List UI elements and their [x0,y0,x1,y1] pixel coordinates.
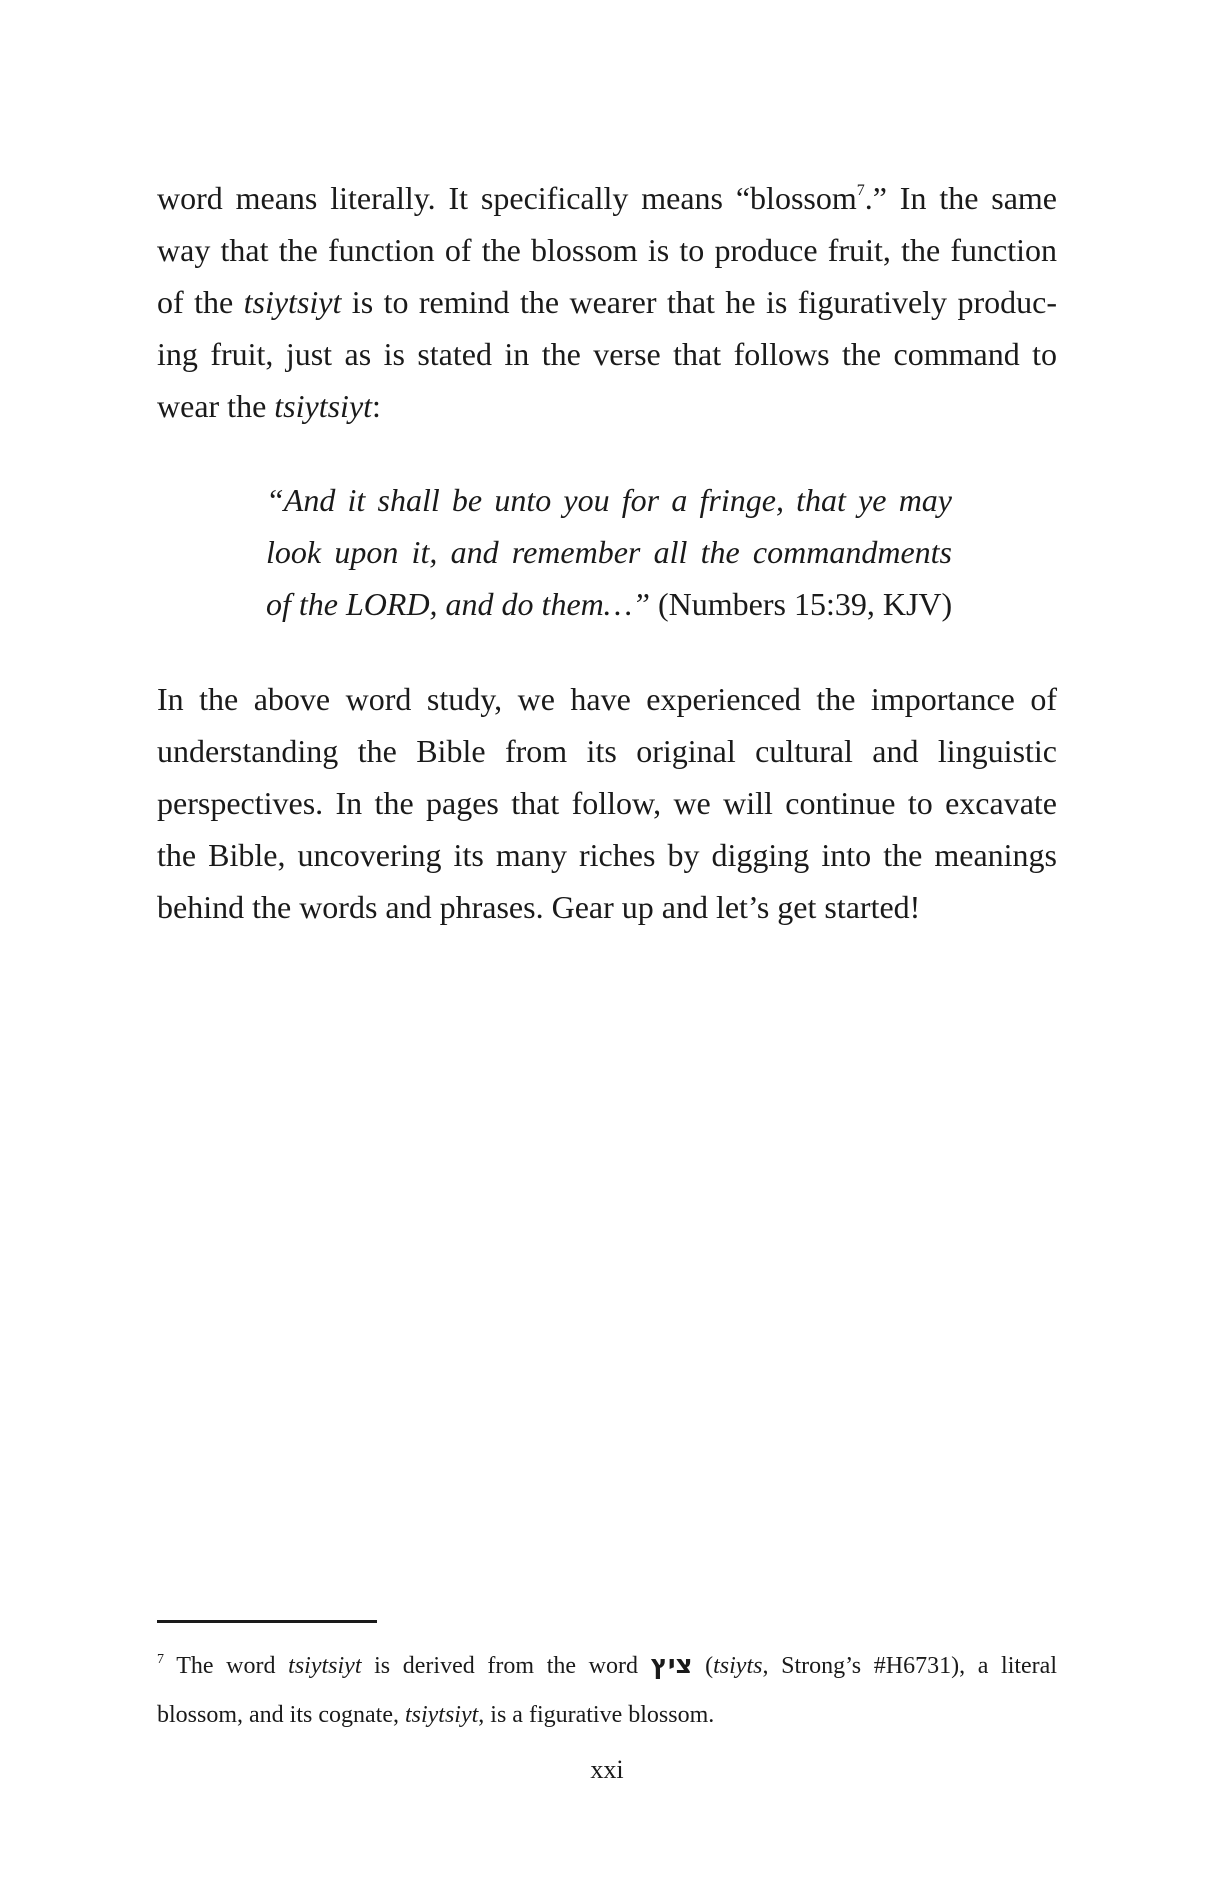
paragraph-line: ing fruit, just as is stated in the verse that follows the command to [157,336,1057,372]
quote-line: of the LORD, and do them…” (Numbers 15:39, KJV) [266,586,953,622]
quote-line: look upon it, and remember all the commandments [266,534,952,570]
hebrew-word: ציץ [650,1650,693,1680]
paragraph-line: the Bible, uncovering its many riches by digging into the meanings [157,837,1057,873]
footnote [157,1640,1057,1740]
footnote-reference: 7 [856,182,865,199]
page-number: xxi [590,1755,624,1784]
paragraph-line: wear the tsiytsiyt: [157,388,381,424]
quote-line: “And it shall be unto you for a fringe, that ye may [266,482,952,518]
footnote-divider [157,1620,377,1623]
transliterated-term: tsiytsiyt [243,284,342,320]
paragraph-line: word means literally. It specifically means “blossom$^7$.” In the same [157,180,1058,216]
body-paragraph-2 [157,673,1057,933]
quote-citation: (Numbers 15:39, KJV) [650,586,953,622]
paragraph-line: In the above word study, we have experienced the importance of [157,681,1057,717]
paragraph-line: understanding the Bible from its original cultural and linguistic [157,733,1057,769]
paragraph-line: of the tsiytsiyt is to remind the wearer that he is figuratively produc- [157,284,1057,320]
footnote-line: blossom, and its cognate, tsiytsiyt, is a figurative blossom. [157,1702,715,1728]
paragraph-line: perspectives. In the pages that follow, we will continue to excavate [157,785,1057,821]
footnote-marker: 7 [157,1652,164,1667]
block-quote [266,474,952,630]
footnote-line: $^7$ The word tsiytsiyt is derived from the word ציץ (tsiyts, Strong’s #H6731), a literal [157,1650,1057,1680]
paragraph-line: behind the words and phrases. Gear up and let’s get started! [157,889,921,925]
body-paragraph-1 [157,172,1057,432]
transliterated-term: tsiytsiyt [274,388,373,424]
paragraph-line: way that the function of the blossom is to produce fruit, the function [157,232,1057,268]
